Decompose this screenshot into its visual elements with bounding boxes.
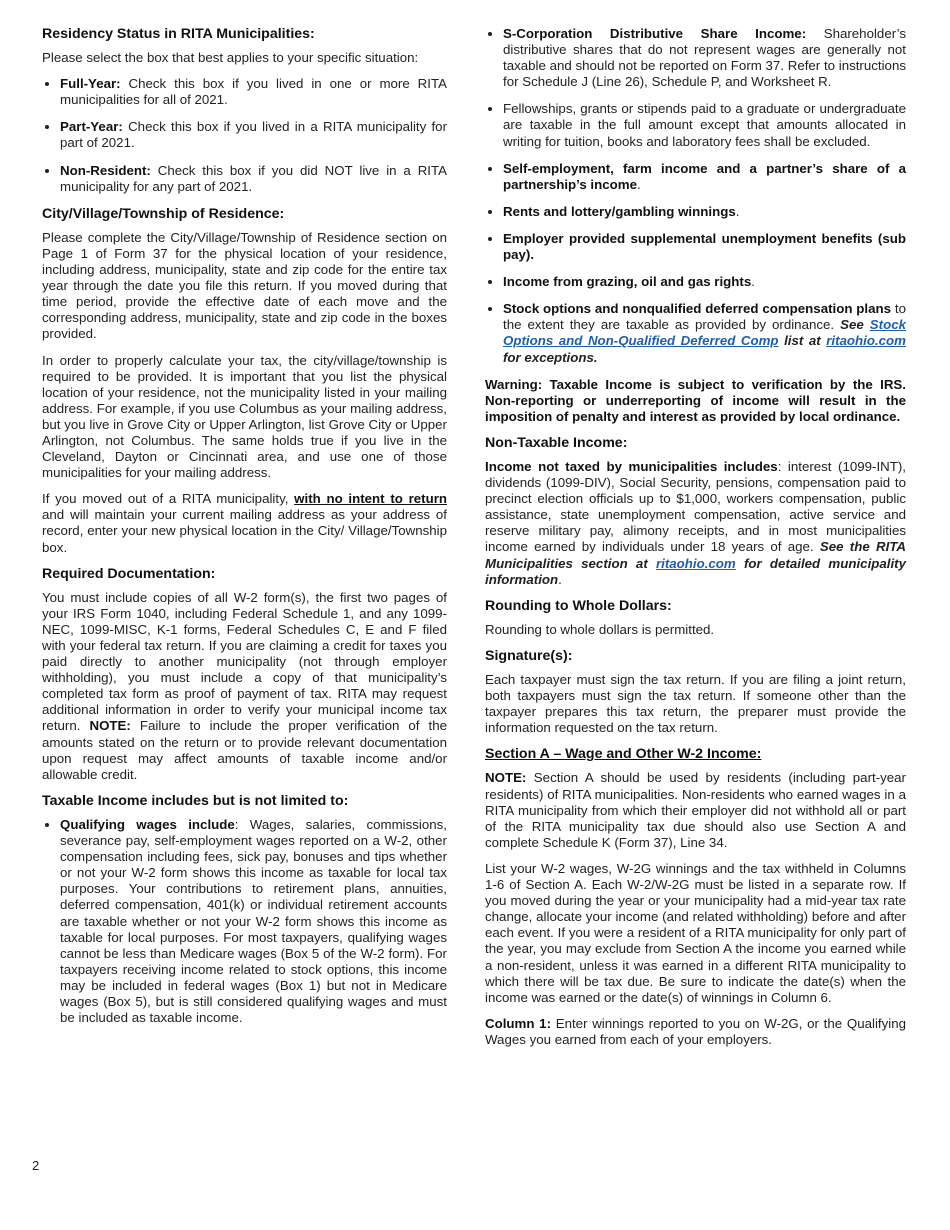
no-intent-emphasis: with no intent to return: [294, 491, 447, 507]
ritaohio-link[interactable]: ritaohio.com: [655, 555, 736, 571]
nontax-heading: Non-Taxable Income:: [485, 434, 628, 451]
stock-options-link[interactable]: Stock Options and Non-Qualified Deferred Comp: [503, 317, 906, 349]
note-label: NOTE:: [89, 718, 131, 734]
signature-paragraph: Each taxpayer must sign the tax return. If you are filing a joint return, both taxpayers must sign the tax return. If someone other than the taxpayer prepares this tax return, the preparer must provide the information requested on the tax return.: [485, 672, 906, 736]
item-label: Qualifying wages include: [60, 816, 235, 832]
taxable-list: [42, 817, 447, 1026]
item-label: Non-Resident:: [60, 162, 151, 178]
right-column: [485, 26, 906, 1058]
city-paragraph: In order to properly calculate your tax, the city/village/township is required to be provided. It is important that you list the physical location of your residence, not the municipality listed in your mailing address. For example, if you use Columbus as your mailing address, but you live in Grove City or Upper Arlington, list Grove City or Upper Arlington, not Columbus. The same holds true if you live in the Cleveland, Dayton or Cincinnati area, and use one of those municipalities for your mailing address.: [42, 352, 447, 481]
list-item: • S-Corporation Distributive Share Income: Shareholder’s distributive shares that do not represent wages are generally not taxable and should not be reported on Form 37. Refer to instructions for Schedule J (Line 26), Schedule P, and Worksheet R.: [503, 26, 906, 90]
ritaohio-link[interactable]: ritaohio.com: [826, 333, 906, 349]
docs-paragraph: You must include copies of all W-2 form(s), the first two pages of your IRS Form 1040, including Federal Schedule 1, and any 1099-NEC, 1099-MISC, K-1 forms, Federal Schedules C, E and F filed with your federal tax return. If you are claiming a credit for taxes you paid directly to another municipality (not through employer withholding), you must include a copy of that municipality’s completed tax form as proof of payment of tax. RITA may request additional information in order to verify your municipal income tax return. NOTE: Failure to include the proper verification of the amounts stated on the return or to provide relevant documentation upon request may affect amounts of taxable income and/or allowable credit.: [42, 589, 448, 782]
list-item: • Full-Year: Check this box if you lived in one or more RITA municipalities for all of 2021.: [60, 76, 447, 108]
rounding-paragraph: Rounding to whole dollars is permitted.: [485, 621, 715, 637]
rounding-heading: Rounding to Whole Dollars:: [485, 597, 672, 614]
residency-heading: Residency Status in RITA Municipalities:: [42, 26, 315, 42]
item-label: Full-Year:: [60, 76, 121, 92]
section-a-note: NOTE: Section A should be used by residents (including part-year residents) of RITA municipalities. Non-residents who earned wages in a RITA municipality from which their employer did not withhold all or part of the RITA municipality tax due should also use Section A and complete Schedule K (Form 37), Line 34.: [485, 770, 906, 850]
list-item: • Fellowships, grants or stipends paid to a graduate or undergraduate are taxable in the full amount except that amounts allocated in writing for tuition, books and laboratory fees shall be excluded.: [503, 101, 906, 149]
list-item: • Stock options and nonqualified deferred compensation plans to the extent they are taxable as provided by ordinance. See Stock Options and Non-Qualified Deferred Comp list at ritaohio.com for exceptions.: [503, 301, 906, 365]
residency-list: [42, 76, 447, 195]
taxable-heading: Taxable Income includes but is not limited to:: [42, 792, 349, 809]
section-a-heading: Section A – Wage and Other W-2 Income:: [485, 746, 762, 763]
section-a-paragraph: List your W-2 wages, W-2G winnings and the tax withheld in Columns 1-6 of Section A. Each W-2/W-2G must be listed in a separate row. If you moved during the year or your municipality had a mid-year tax rate change, allocate your income (and related withholding) before and after each event. If you were a resident of a RITA municipality for only part of the year, you may exclude from Section A the income you earned while a non-resident, unless it was earned in a different RITA municipality to which there will be tax due. Be sure to indicate the date(s) when the income was earned or the date(s) of winnings in Column 6.: [485, 860, 906, 1005]
residency-intro: Please select the box that best applies to your specific situation:: [42, 50, 419, 66]
list-item: • Rents and lottery/gambling winnings.: [503, 204, 906, 220]
column-1-paragraph: Column 1: Enter winnings reported to you on W-2G, or the Qualifying Wages you earned from each of your employers.: [485, 1015, 906, 1047]
item-label: Part-Year:: [60, 119, 123, 135]
list-item: • Part-Year: Check this box if you lived in a RITA municipality for part of 2021.: [60, 119, 447, 151]
taxable-list-continued: [485, 26, 906, 366]
docs-heading: Required Documentation:: [42, 565, 216, 582]
city-paragraph: If you moved out of a RITA municipality, with no intent to return and will maintain your current mailing address as your address of record, enter your new physical location in the City/ Village/Township box.: [42, 491, 447, 555]
list-item: • Non-Resident: Check this box if you did NOT live in a RITA municipality for any part of 2021.: [60, 163, 447, 195]
city-paragraph: Please complete the City/Village/Township of Residence section on Page 1 of Form 37 for the physical location of your residence, including address, municipality, state and zip code for the entire tax year through the date you file this return. If you moved during that time period, provide the effective date of each move and the corresponding address, municipality, state and zip code in the boxes provided.: [42, 229, 447, 342]
left-column: [42, 26, 447, 1037]
nontax-paragraph: Income not taxed by municipalities includes: interest (1099-INT), dividends (1099-DIV), Social Security, pensions, compensation paid to precinct election officials up to $1,000, workers compensation, public assistance, state unemployment compensation, active service and reserve military pay, alimony receipts, and in most municipalities income earned by individuals under 18 years of age. See the RITA Municipalities section at ritaohio.com for detailed municipality information.: [485, 458, 906, 587]
item-label: S-Corporation Distributive Share Income:: [503, 26, 807, 41]
page-number: 2: [32, 1158, 40, 1173]
list-item: • Qualifying wages include: Wages, salaries, commissions, severance pay, self-employment wages reported on a W-2, other compensation including fees, sick pay, bonuses and tips whether or not your W-2 form shows this income as taxable for local tax purposes. Your contributions to retirement plans, annuities, deferred compensation, 401(k) or individual retirement accounts are taxable whether or not your W-2 form shows this income as taxable for local purposes. For most taxpayers, qualifying wages cannot be less than Medicare wages (Box 5 of the W-2 form). For taxpayers receiving income related to stock options, this income may be included in federal wages (Box 1) but not in Medicare wages (Box 5), but is still considered qualifying wages and must be included as taxable income.: [60, 817, 447, 1026]
list-item: • Income from grazing, oil and gas rights.: [503, 274, 906, 290]
list-item: • Self-employment, farm income and a partner’s share of a partnership’s income.: [503, 161, 906, 193]
signature-heading: Signature(s):: [485, 647, 573, 664]
list-item: • Employer provided supplemental unemployment benefits (sub pay).: [503, 231, 906, 263]
warning-paragraph: Warning: Taxable Income is subject to verification by the IRS. Non-reporting or underreporting of income will result in the imposition of penalty and interest as provided by local ordinance.: [485, 376, 906, 424]
city-heading: City/Village/Township of Residence:: [42, 205, 285, 222]
